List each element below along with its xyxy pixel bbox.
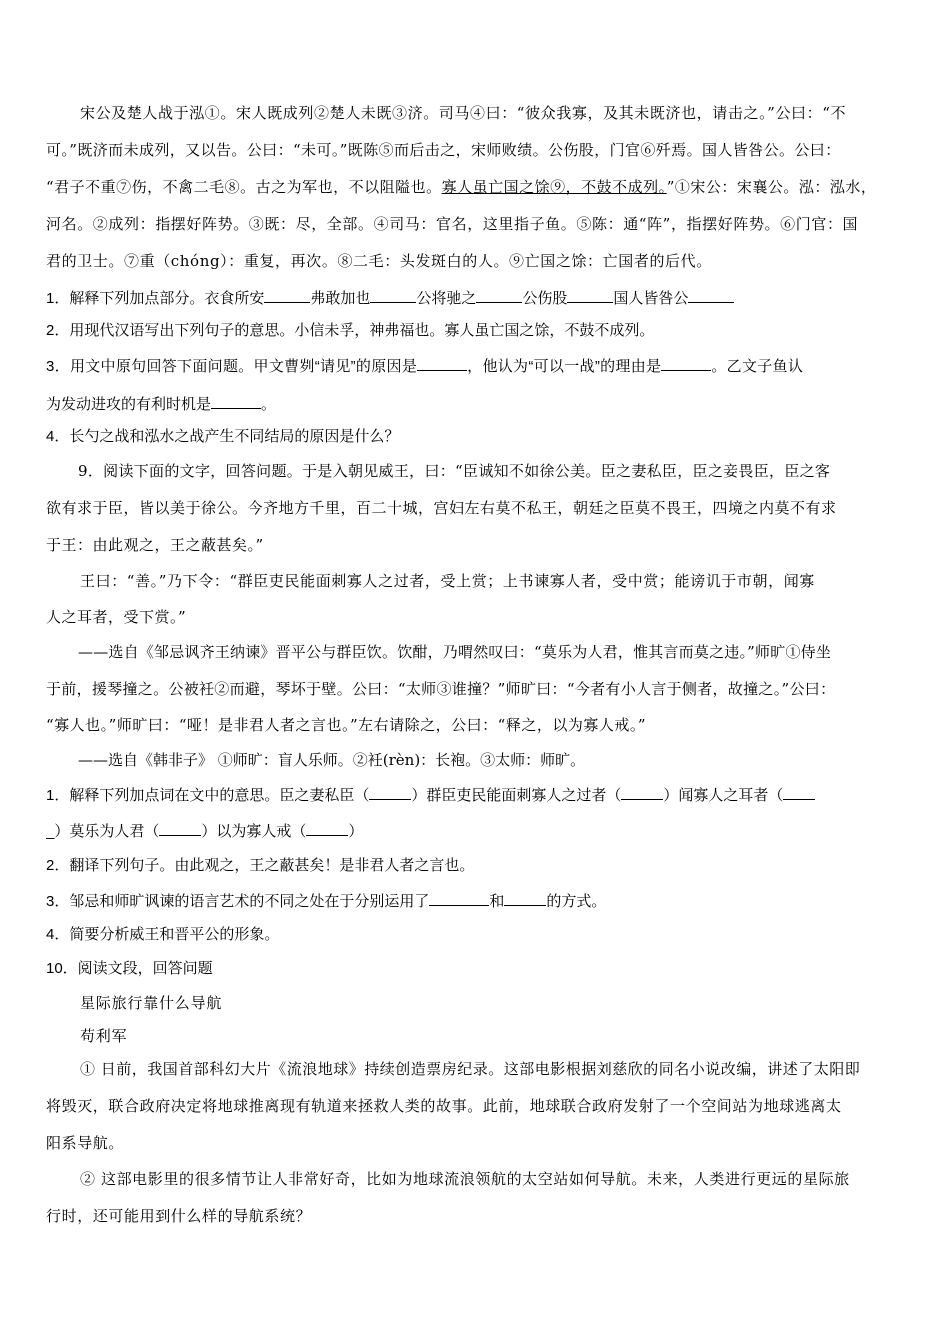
q8-q1-item-2: 弗敢加也	[310, 290, 371, 307]
q9-q1-close: ）	[348, 823, 364, 840]
article-para-2-line-1: ② 这部电影里的很多情节让人非常好奇，比如为地球流浪领航的太空站如何导航。未来，人类进行更远的星际旅	[80, 1170, 850, 1188]
q8-question-2: 2．用现代汉语写出下列句子的意思。小信未孚，神弗福也。寡人虽亡国之馀，不鼓不成列。	[46, 322, 655, 339]
q9-question-1	[46, 784, 908, 806]
passage9-line-8: “寡人也。”师旷曰：“哑！是非君人者之言也。”左右请除之，公曰：“释之，以为寡人戒。”	[46, 716, 647, 734]
q9-question-4: 4．简要分析威王和晋平公的形象。	[46, 926, 280, 943]
q8-q1-item-5: 国人皆咎公	[613, 290, 689, 307]
answer-blank[interactable]	[504, 890, 546, 906]
article-para-1-line-3: 阳系导航。	[46, 1134, 125, 1152]
q9-q1-item-5: ）以为寡人戒（	[201, 823, 307, 840]
q8-q3-end: 。乙文子鱼认	[711, 358, 804, 375]
answer-blank[interactable]	[264, 287, 310, 303]
passage9-line-2: 欲有求于臣，皆以美于徐公。今齐地方千里，百二十城，宫妇左右莫不私王，朝廷之臣莫不畏王，四境之内莫不有求	[46, 499, 837, 517]
q9-q1-item-2: ）群臣吏民能面刺寡人之过者（	[411, 787, 622, 804]
q9-q3-prompt: 3．邹忌和师旷讽谏的语言艺术的不同之处在于分别运用了	[46, 893, 430, 910]
answer-blank[interactable]	[661, 355, 711, 371]
q8-question-3	[46, 355, 908, 377]
song-notes-line-1: 河名。②成列：指摆好阵势。③既：尽，全部。④司马：官名，这里指子鱼。⑤陈：通“阵”，指摆好阵势。⑥门官：国	[46, 215, 859, 233]
song-note-start: ”①宋公：宋襄公。泓：泓水，	[666, 178, 877, 196]
answer-blank[interactable]	[306, 820, 348, 836]
q8-q1-prompt: 1．解释下列加点部分。衣食所安	[46, 290, 265, 307]
passage9-line-3: 于王：由此观之，王之蔽甚矣。”	[46, 536, 264, 554]
q8-q3-period: 。	[261, 396, 277, 413]
song-passage-line-2: 可。”既济而未成列，又以告。公曰：“未可。”既陈⑤而后击之，宋师败绩。公伤股，门官⑥歼焉。国人皆咎公。公曰：	[46, 141, 841, 159]
article-para-2-line-2: 行时，还可能用到什么样的导航系统？	[46, 1207, 312, 1225]
answer-blank[interactable]	[567, 287, 613, 303]
q9-q1-item-4: _）莫乐为人君（	[46, 823, 160, 840]
song-text-a: “君子不重⑦伤，不禽二毛⑧。古之为军也，不以阻隘也。	[46, 178, 442, 196]
article-para-1-line-1: ① 日前，我国首部科幻大片《流浪地球》持续创造票房纪录。这部电影根据刘慈欣的同名小说改编，讲述了太阳即	[80, 1060, 861, 1078]
article-para-1-line-2: 将毁灭，联合政府决定将地球推离现有轨道来拯救人类的故事。此前，地球联合政府发射了一个空间站为地球逃离太	[46, 1097, 842, 1115]
passage9-line-5: 人之耳者，受下赏。”	[46, 608, 187, 626]
answer-blank[interactable]	[476, 287, 522, 303]
answer-blank[interactable]	[417, 355, 467, 371]
song-notes-line-2: 君的卫士。⑦重（chóng）：重复，再次。⑧二毛：头发斑白的人。⑨亡国之馀：亡国者的后代。	[46, 252, 712, 270]
q9-question-2: 2．翻译下列句子。由此观之，王之蔽甚矣！是非君人者之言也。	[46, 857, 475, 874]
answer-blank[interactable]	[783, 784, 815, 800]
q9-q3-and: 和	[489, 893, 505, 910]
q10-heading: 10．阅读文段，回答问题	[46, 960, 213, 977]
q9-q1-prompt: 1．解释下列加点词在文中的意思。臣之妻私臣（	[46, 787, 370, 804]
q9-q1-item-3: ）闻寡人之耳者（	[663, 787, 784, 804]
passage9-line-6: ——选自《邹忌讽齐王纳谏》晋平公与群臣饮。饮酣，乃喟然叹曰：“莫乐为人君，惟其言而莫之违。”师旷①侍坐	[78, 643, 832, 661]
q8-q3-mid: ，他认为“可以一战”的理由是	[467, 358, 662, 375]
answer-blank[interactable]	[688, 287, 734, 303]
article-title: 星际旅行靠什么导航	[80, 994, 223, 1012]
q9-question-3	[46, 890, 908, 912]
q8-question-4: 4．长勺之战和泓水之战产生不同结局的原因是什么？	[46, 428, 400, 445]
q9-q3-end: 的方式。	[546, 893, 607, 910]
passage9-line-9: ——选自《韩非子》 ①师旷：盲人乐师。②衽(rèn)：长袍。③太师：师旷。	[78, 751, 586, 769]
underlined-sentence: 寡人虽亡国之馀⑨，不鼓不成列。	[441, 178, 667, 196]
q8-q1-item-4: 公伤股	[522, 290, 568, 307]
song-passage-line-3	[46, 177, 908, 197]
answer-blank[interactable]	[370, 287, 416, 303]
q8-question-3-cont	[46, 393, 908, 415]
song-passage-line-1: 宋公及楚人战于泓①。宋人既成列②楚人未既③济。司马④曰：“彼众我寡，及其未既济也，请击之。”公曰：“不	[80, 104, 847, 122]
q8-question-1	[46, 287, 908, 309]
answer-blank[interactable]	[429, 890, 489, 906]
passage9-line-7: 于前，援琴撞之。公被衽②而避，琴坏于壁。公曰：“太师③谁撞？”师旷曰：“今者有小人言于侧者，故撞之。”公曰：	[46, 680, 836, 698]
answer-blank[interactable]	[369, 784, 411, 800]
answer-blank[interactable]	[211, 393, 261, 409]
q8-q1-item-3: 公将驰之	[416, 290, 477, 307]
answer-blank[interactable]	[159, 820, 201, 836]
passage9-line-4: 王曰：“善。”乃下令：“群臣吏民能面刺寡人之过者，受上赏；上书谏寡人者，受中赏；能谤讥于市朝，闻寡	[80, 572, 815, 590]
q9-question-1-cont	[46, 820, 908, 842]
q8-q3-prompt: 3．用文中原句回答下面问题。甲文曹刿“请见”的原因是	[46, 358, 418, 375]
answer-blank[interactable]	[621, 784, 663, 800]
passage9-line-1: 9．阅读下面的文字，回答问题。于是入朝见威王，曰：“臣诚知不如徐公美。臣之妻私臣，臣之妾畏臣，臣之客	[78, 462, 831, 480]
q8-q3-cont-text: 为发动进攻的有利时机是	[46, 396, 212, 413]
article-author: 苟利军	[80, 1027, 128, 1045]
